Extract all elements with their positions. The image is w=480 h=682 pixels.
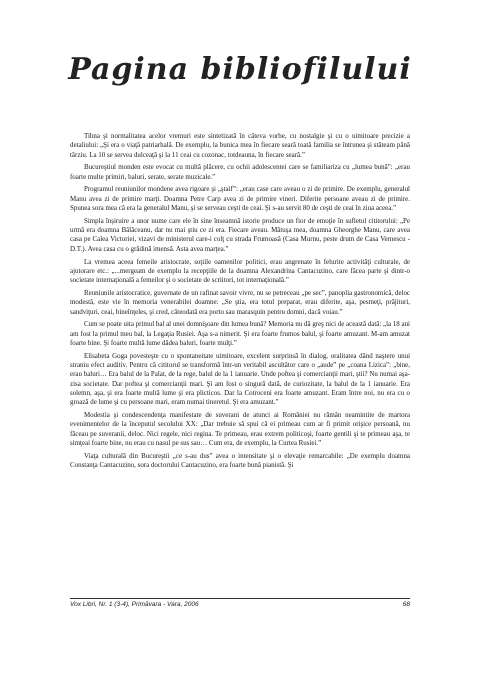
article-body bbox=[70, 132, 410, 474]
journal-citation: Vox Libri, Nr. 1 (3-4), Primăvara - Vara, 2006 bbox=[70, 601, 199, 608]
paragraph: Modestia şi condescendenţa manifestate de suverani de atunci ai României nu rămân neamintite de martora evenimentelor de la începutul secolului XX: „Dar trebuie să spui că ei primeau cum ar fi primit orişice persoană, nu făceau pe suveranii, deloc. Nici regele, nici regina. Te primeau, erau extrem politicoşi, foarte gentili şi te primeau aşa, te simţeai foarte bine, nu erau cu nasul pe sus sau… Cum era, de exemplu, la Curtea Rusiei.” bbox=[70, 411, 410, 447]
footer-divider bbox=[70, 598, 410, 599]
paragraph: Programul reuniunilor mondene avea rigoare şi „ştaif”: „erau case care aveau o zi de primire. De exemplu, generalul Manu avea zi de primire marţi. Doamna Petre Carp avea zi de primire vineri. Diferite persoane aveau zi de primire. Spunea sora mea că era la generalul Manu, şi se serveau ceşti de ceai. Şi s-au servit 80 de ceşti de ceai în ziua aceea.” bbox=[70, 185, 410, 213]
paragraph: La vremea aceea femeile aristocrate, soţiile oamenilor politici, erau angrenate în felurite activităţi culturale, de ajutorare etc.: „...mergeam de exemplu la recepţiile de la doamna Alexandrina Cantacuzino, care făcea parte şi dintr-o societate internaţională a femeilor şi o societate de scriitori, tot internaţională.” bbox=[70, 257, 410, 285]
paragraph: Tihna şi normalitatea acelor vremuri este sintetizată în câteva vorbe, cu nostalgie şi cu o uimitoare precizie a detaliului: „Şi era o viaţă patriarhală. De exemplu, la bunica mea în fiecare seară toată familia se întrunea şi stăteam până târziu. La 10 se servea dulceaţă şi la 11 ceai cu cozonac, totdeauna, în fiecare seară.” bbox=[70, 132, 410, 159]
page-header bbox=[0, 52, 480, 87]
paragraph: Bucureştiul monden este evocat cu multă plăcere, cu ochii adolescentei care se familiariza cu „lumea bună”: „erau foarte multe primiri, baluri, serate, serate muzicale.” bbox=[70, 163, 410, 181]
page-number: 68 bbox=[402, 601, 410, 608]
paragraph: Cum se poate uita primul bal al unei domnişoare din lumea bună? Memoria nu dă greş nici de această dată: „la 18 ani am fost la primul meu bal, la Legaţia Rusiei. Aşa s-a nimerit. Şi era foarte frumos balul, şi foarte amuzant. M-am amuzat foarte bine. Şi foarte multă lume dădea baluri, foarte mulţi.” bbox=[70, 320, 410, 347]
paragraph: Elisabeta Goga povesteşte cu o spontaneitate uimitoare, excelent surprinsă în dialog, oralitatea dând naştere unui straniu efect auditiv. Pentru că cititorul se transformă într-un veritabil ascultător care o „aude” pe „coana Lizica”: „bine, erau baluri… Era balul de la Palat, de la rege, balul de la 1 ianuarie. Unde poftea şi comercianţii mari, ştii? Nu numai aşa-zisa societate. Dar poftea şi comercianţii mari. Şi am fost o singură dată, de curiozitate, la balul de la 1 ianuarie. Era solemn, aşa, şi era foarte multă lume şi era plicticos. Dar la Cotroceni era foarte amuzant. Eram între noi, nu era cu o groază de lume şi cu persoane mari, eram numai tineretul. Şi era amuzant.” bbox=[70, 351, 410, 407]
page-title: Pagina bibliofilului bbox=[68, 52, 412, 87]
paragraph: Simpla înşiruire a unor nume care ele în sine înseamnă istorie produce un fior de emoţie în sufletul cititorului: „Pe urmă era doamna Bălăceanu, dar nu mai ştiu ce zi era. Fiecare aveau. Mătuşa mea, doamna Gheorghe Manu, care avea casa pe Calea Victoriei, vizavi de ministerul care-i colţ cu strada Frumoasă (Casa Murnu, peste drum de Casa Vernescu - D.T.). Avea casa cu o grădină imensă. Asta avea marţea.” bbox=[70, 216, 410, 253]
page-footer bbox=[70, 601, 410, 608]
paragraph: Reuniunile aristocratice, guvernate de un rafinat savoir vivre, nu se petreceau „pe sec”, panoplia gastronomică, deloc modestă, este vie în memoria venerabilei doamne: „Se ştia, era totul preparat, erau diferite, aşa, pesmeţi, prăjituri, sandviţuri, ceai, bineînţeles, şi cred, câteodată era porto sau marasquin pentru domni, dacă voiau.” bbox=[70, 288, 410, 316]
paragraph: Viaţa culturală din Bucureştii „ce s-au dus” avea o intensitate şi o elevaţie remarcabile: „De exemplu doamna Constanţa Cantacuzino, sora doctorului Cantacuzino, era foarte bună pianistă. Şi bbox=[70, 451, 410, 469]
